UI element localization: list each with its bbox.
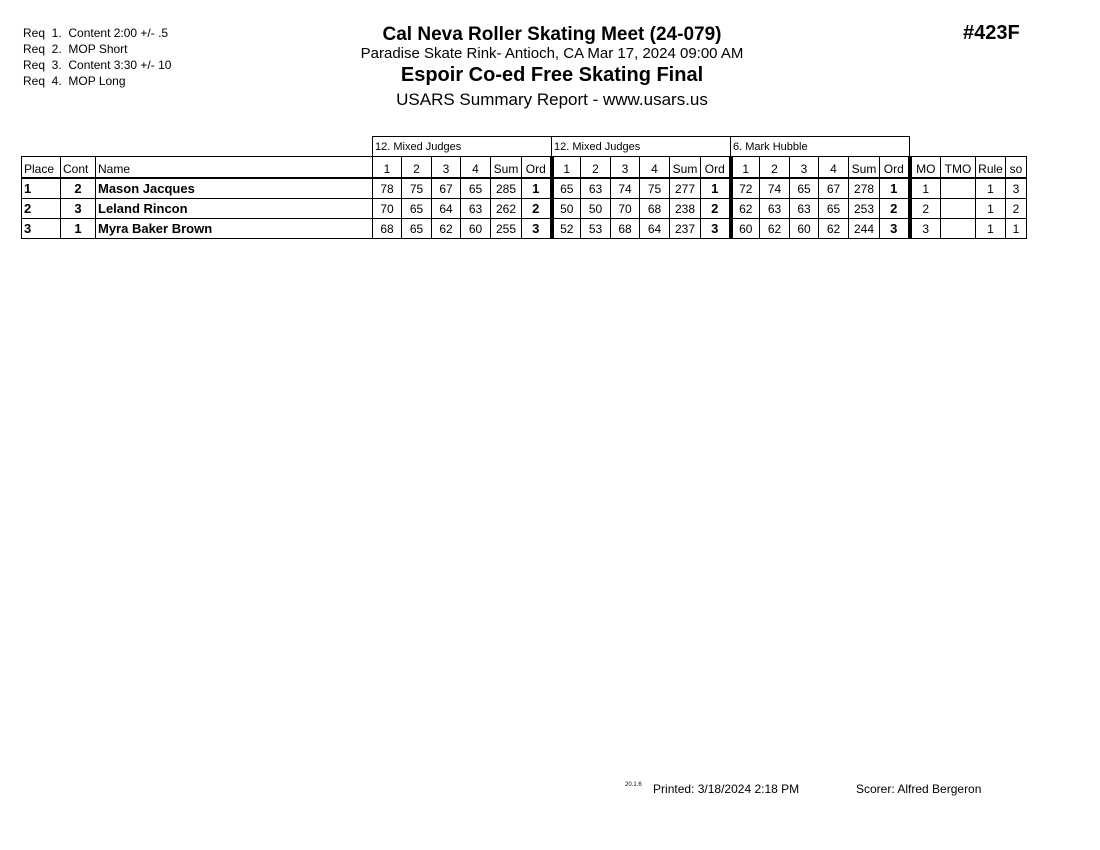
score-cell: 60 (790, 219, 819, 239)
ord-cell: 2 (522, 199, 552, 219)
score-cell: 68 (373, 219, 402, 239)
score-cell: 64 (640, 219, 670, 239)
ord-cell: 3 (522, 219, 552, 239)
col-so: so (1006, 157, 1027, 179)
col-name: Name (96, 157, 373, 179)
col-judge-2: 2 (402, 157, 432, 179)
place-cell: 3 (22, 219, 61, 239)
score-cell: 67 (819, 178, 849, 199)
event-title: Espoir Co-ed Free Skating Final (400, 64, 704, 86)
cont-cell: 2 (61, 178, 96, 199)
score-cell: 62 (731, 199, 760, 219)
table-row (22, 199, 1027, 219)
col-judge-1: 1 (373, 157, 402, 179)
col-judge-4: 4 (461, 157, 491, 179)
score-cell: 70 (373, 199, 402, 219)
sum-cell: 278 (849, 178, 880, 199)
cont-cell: 3 (61, 199, 96, 219)
mo-cell: 2 (910, 199, 941, 219)
score-cell: 74 (760, 178, 790, 199)
score-cell: 75 (402, 178, 432, 199)
sum-cell: 238 (670, 199, 701, 219)
score-cell: 62 (819, 219, 849, 239)
report-title: USARS Summary Report - www.usars.us (396, 90, 708, 109)
blank-cell (910, 137, 1027, 157)
place-cell: 1 (22, 178, 61, 199)
col-rule: Rule (976, 157, 1006, 179)
col-cont: Cont (61, 157, 96, 179)
score-cell: 65 (552, 178, 581, 199)
sum-cell: 244 (849, 219, 880, 239)
ord-cell: 1 (701, 178, 731, 199)
ord-cell: 2 (701, 199, 731, 219)
col-place: Place (22, 157, 61, 179)
requirement-line (23, 57, 171, 73)
col-judge-4: 4 (640, 157, 670, 179)
sum-cell: 285 (491, 178, 522, 199)
col-tmo: TMO (941, 157, 976, 179)
ord-cell: 1 (880, 178, 910, 199)
blank-cell (22, 137, 373, 157)
meet-title: Cal Neva Roller Skating Meet (24-079) (382, 24, 722, 45)
col-judge-2: 2 (760, 157, 790, 179)
printed-info (625, 782, 799, 796)
ord-cell: 2 (880, 199, 910, 219)
rule-cell: 1 (976, 219, 1006, 239)
score-cell: 63 (760, 199, 790, 219)
ord-cell: 3 (880, 219, 910, 239)
sum-cell: 262 (491, 199, 522, 219)
score-cell: 74 (611, 178, 640, 199)
col-ord: Ord (880, 157, 910, 179)
ord-cell: 3 (701, 219, 731, 239)
col-judge-3: 3 (790, 157, 819, 179)
so-cell: 3 (1006, 178, 1027, 199)
score-cell: 65 (402, 199, 432, 219)
printed-label: Printed: (653, 782, 695, 796)
location-date: Paradise Skate Rink- Antioch, CA Mar 17, 2024 09:00 AM (360, 45, 744, 62)
score-cell: 65 (461, 178, 491, 199)
cont-cell: 1 (61, 219, 96, 239)
score-cell: 65 (819, 199, 849, 219)
sum-cell: 277 (670, 178, 701, 199)
col-judge-1: 1 (731, 157, 760, 179)
requirement-line (23, 73, 171, 89)
col-mo: MO (910, 157, 941, 179)
sum-cell: 253 (849, 199, 880, 219)
col-judge-1: 1 (552, 157, 581, 179)
requirement-line (23, 41, 171, 57)
requirement-label: Req 4. (23, 74, 62, 88)
requirement-text: Content 3:30 +/- 10 (68, 58, 172, 72)
ord-cell: 1 (522, 178, 552, 199)
panel-header-row (22, 137, 1027, 157)
skater-name: Myra Baker Brown (96, 219, 373, 239)
panel-label-1: 12. Mixed Judges (373, 137, 552, 157)
printed-value: 3/18/2024 2:18 PM (697, 782, 800, 796)
score-cell: 52 (552, 219, 581, 239)
place-cell: 2 (22, 199, 61, 219)
score-cell: 65 (402, 219, 432, 239)
column-header-row (22, 157, 1027, 179)
requirement-label: Req 1. (23, 26, 62, 40)
sum-cell: 255 (491, 219, 522, 239)
tmo-cell (941, 199, 976, 219)
rule-cell: 1 (976, 178, 1006, 199)
requirement-line (23, 25, 171, 41)
results-table (21, 136, 1027, 239)
score-cell: 50 (581, 199, 611, 219)
score-cell: 53 (581, 219, 611, 239)
mo-cell: 1 (910, 178, 941, 199)
score-cell: 62 (760, 219, 790, 239)
table-row (22, 178, 1027, 199)
rule-cell: 1 (976, 199, 1006, 219)
event-number: #423F (963, 22, 1020, 44)
skater-name: Leland Rincon (96, 199, 373, 219)
col-judge-2: 2 (581, 157, 611, 179)
score-cell: 50 (552, 199, 581, 219)
requirement-text: Content 2:00 +/- .5 (68, 26, 169, 40)
sum-cell: 237 (670, 219, 701, 239)
score-cell: 67 (432, 178, 461, 199)
skater-name: Mason Jacques (96, 178, 373, 199)
col-sum: Sum (491, 157, 522, 179)
col-judge-4: 4 (819, 157, 849, 179)
score-cell: 63 (790, 199, 819, 219)
col-judge-3: 3 (611, 157, 640, 179)
col-sum: Sum (849, 157, 880, 179)
score-cell: 75 (640, 178, 670, 199)
score-cell: 68 (611, 219, 640, 239)
panel-label-3: 6. Mark Hubble (731, 137, 910, 157)
requirement-text: MOP Short (68, 42, 128, 56)
so-cell: 2 (1006, 199, 1027, 219)
score-cell: 62 (432, 219, 461, 239)
scorer-label: Scorer: (856, 782, 895, 796)
score-cell: 65 (790, 178, 819, 199)
score-cell: 63 (581, 178, 611, 199)
score-cell: 63 (461, 199, 491, 219)
score-cell: 72 (731, 178, 760, 199)
col-ord: Ord (522, 157, 552, 179)
table-row (22, 219, 1027, 239)
panel-label-2: 12. Mixed Judges (552, 137, 731, 157)
requirement-label: Req 2. (23, 42, 62, 56)
score-cell: 70 (611, 199, 640, 219)
so-cell: 1 (1006, 219, 1027, 239)
mo-cell: 3 (910, 219, 941, 239)
score-cell: 64 (432, 199, 461, 219)
score-cell: 60 (731, 219, 760, 239)
requirement-label: Req 3. (23, 58, 62, 72)
col-sum: Sum (670, 157, 701, 179)
tmo-cell (941, 178, 976, 199)
scorer-value: Alfred Bergeron (897, 782, 982, 796)
col-ord: Ord (701, 157, 731, 179)
score-cell: 68 (640, 199, 670, 219)
requirement-text: MOP Long (68, 74, 126, 88)
tmo-cell (941, 219, 976, 239)
requirements-list (23, 25, 171, 89)
scorer-info (856, 782, 981, 796)
score-cell: 60 (461, 219, 491, 239)
col-judge-3: 3 (432, 157, 461, 179)
version-code: 20.1.6 (625, 782, 642, 788)
score-cell: 78 (373, 178, 402, 199)
